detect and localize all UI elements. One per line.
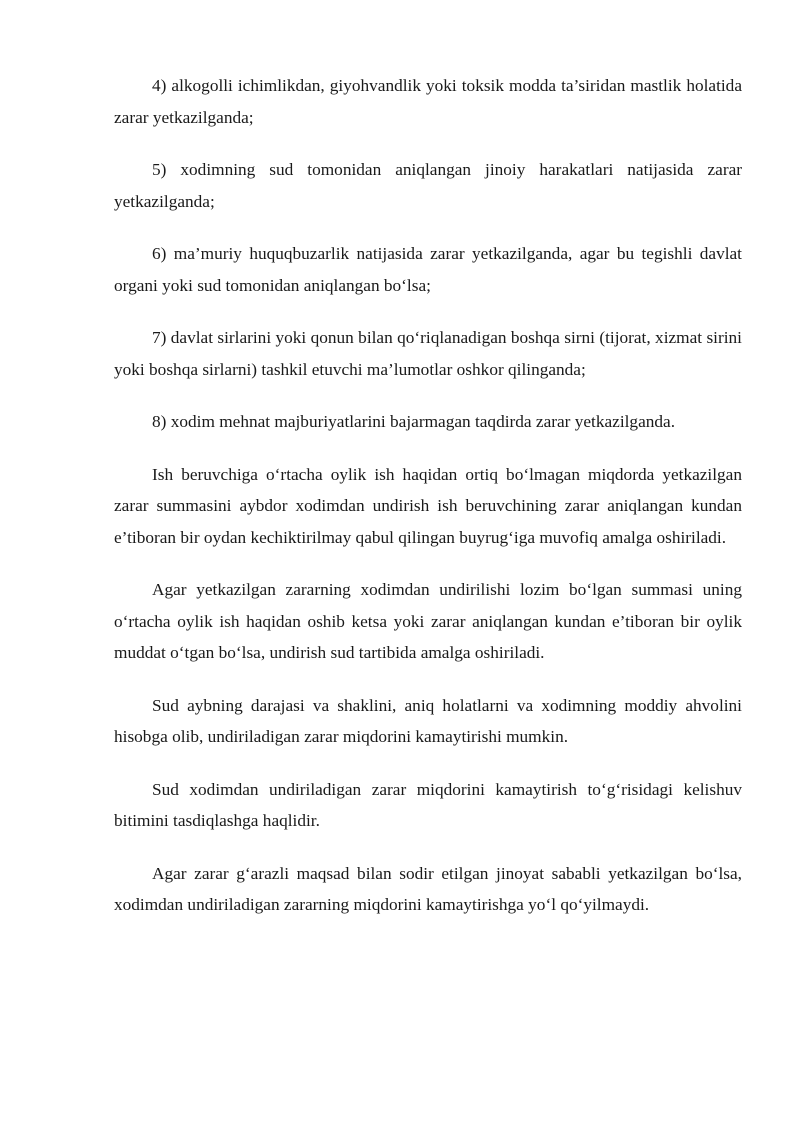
paragraph-item-7: 7) davlat sirlarini yoki qonun bilan qo‘riqlanadigan boshqa sirni (tijorat, xizmat sirini yoki boshqa sirlarni) tashkil etuvchi ma’lumotlar oshkor qilinganda; [114,328,742,379]
paragraph-item-5: 5) xodimning sud tomonidan aniqlangan jinoiy harakatlari natijasida zarar yetkazilganda; [114,160,742,211]
paragraph-item-8: 8) xodim mehnat majburiyatlarini bajarmagan taqdirda zarar yetkazilganda. [152,412,676,431]
paragraph-item-6: 6) ma’muriy huquqbuzarlik natijasida zarar yetkazilganda, agar bu tegishli davlat organi yoki sud tomonidan aniqlangan bo‘lsa; [114,244,742,295]
paragraph-employer-recovery: Ish beruvchiga o‘rtacha oylik ish haqidan ortiq bo‘lmagan miqdorda yetkazilgan zarar summasini aybdor xodimdan undirish ish beruvchining zarar aniqlangan kundan e’tiboran bir oydan kechiktirilmay qabul qilingan buyrug‘iga muvofiq amalga oshiriladi. [114,464,742,547]
paragraph-court-reduction: Sud aybning darajasi va shaklini, aniq holatlarni va xodimning moddiy ahvolini hisobga olib, undiriladigan zarar miqdorini kamaytirishi mumkin. [114,695,742,746]
paragraph-item-4: 4) alkogolli ichimlikdan, giyohvandlik yoki toksik modda ta’siridan mastlik holatida zarar yetkazilganda; [114,76,742,127]
paragraph-settlement: Sud xodimdan undiriladigan zarar miqdorini kamaytirish to‘g‘risidagi kelishuv bitimini tasdiqlashga haqlidir. [114,779,742,830]
document-page [114,70,742,942]
paragraph-court-recovery: Agar yetkazilgan zararning xodimdan undirilishi lozim bo‘lgan summasi uning o‘rtacha oylik ish haqidan oshib ketsa yoki zarar aniqlangan kundan e’tiboran bir oylik muddat o‘tgan bo‘lsa, undirish sud tartibida amalga oshiriladi. [114,580,742,662]
paragraph-no-reduction: Agar zarar g‘arazli maqsad bilan sodir etilgan jinoyat sababli yetkazilgan bo‘lsa, xodimdan undiriladigan zararning miqdorini kamaytirishga yo‘l qo‘yilmaydi. [114,863,742,914]
